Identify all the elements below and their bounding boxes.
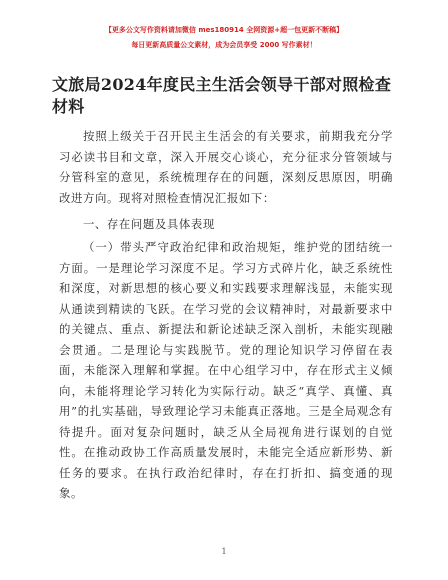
promo-banner-line-1: 【更多公文写作资料请加微信 mes180914 全网资源+超一包更新不断稿】 — [104, 26, 344, 34]
section-body-paragraph: （一）带头严守政治纪律和政治规矩，维护党的团结统一方面。一是理论学习深度不足。学习方式碎片化，缺乏系统性和深度，对新思想的核心要义和实践要求理解浅显，未能实现从通读到精读的飞跃。在学习党的会议精神时，对最新要求中的关键点、重点、新提法和新论述缺乏深入剖析，未能实现融会贯通。二是理论与实践脱节。党的理论知识学习停留在表面，未能深入理解和掌握。在中心组学习中，存在形式主义倾向，未能将理论学习转化为实际行动。缺乏“真学、真懂、真用”的扎实基础，导致理论学习未能真正落地。三是全局观念有待提升。面对复杂问题时，缺乏从全局视角进行谋划的自觉性。在推动政协工作高质量发展时，未能完全适应新形势、新任务的要求。在执行政治纪律时，存在打折扣、搞变通的现象。 — [59, 240, 393, 500]
page-number: 1 — [221, 547, 227, 556]
promo-banner-line-2: 每日更新高质量公文素材，成为会员享受 2000 写作素材！ — [131, 41, 317, 49]
document-title: 文旅局2024年度民主生活会领导干部对照检查材料 — [52, 75, 392, 116]
intro-paragraph: 按照上级关于召开民主生活会的有关要求，前期我充分学习必读书目和文章，深入开展交心谈心，充分征求分管领域与分管科室的意见，系统梳理存在的问题，深刻反思原因，明确改进方向。现将对照检查情况汇报如下： — [59, 129, 393, 205]
section-heading: 一、存在问题及具体表现 — [82, 217, 215, 231]
